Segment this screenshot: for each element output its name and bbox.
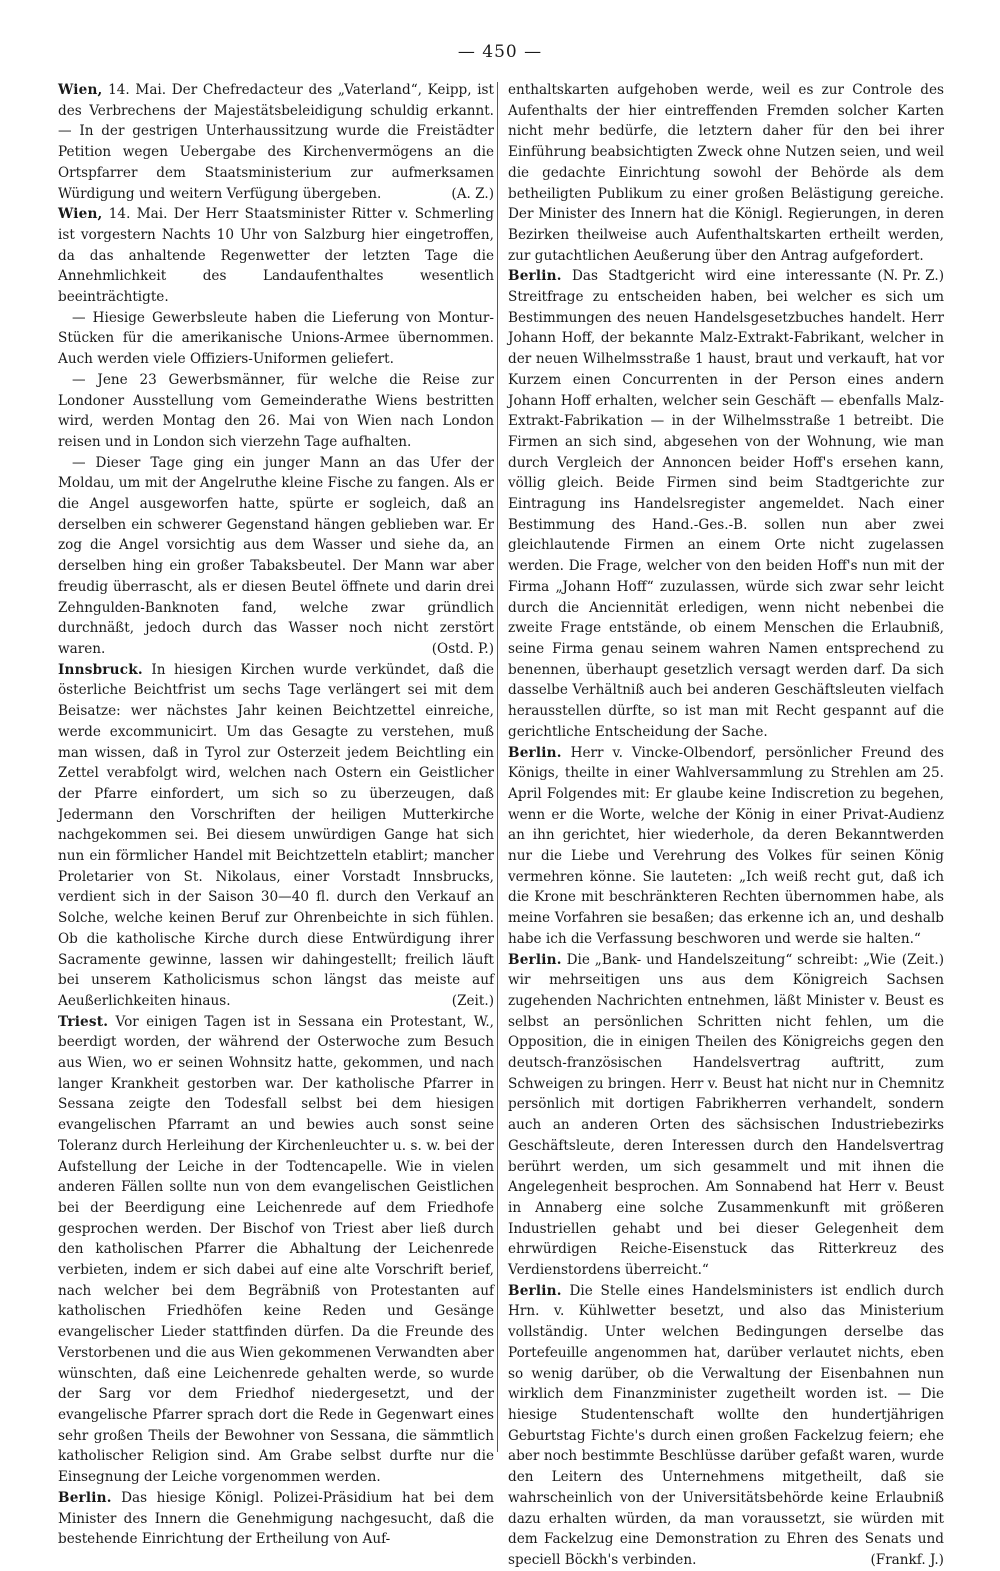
- article-berlin-1: [58, 1488, 494, 1550]
- article-place: Innsbruck.: [58, 661, 143, 678]
- article-text: Vor einigen Tagen ist in Sessana ein Protestant, W., beerdigt worden, der während der Osterwoche zum Besuch aus Wien, wo er seinen Wohnsitz hatte, gekommen, und nach langer Krankheit gestorben war. Der katholische Pfarrer in Sessana zeigte den Todesfall selbst bei dem hiesigen evangelischen Pfarramt an und bewies auch sonst seine Toleranz durch Herleihung der Kirchenleuchter u. s. w. bei der Aufstellung der Leiche in der Todtencapelle. Wie in vielen anderen Fällen sollte nun von dem evangelischen Geistlichen bei der Beerdigung eine Leichenrede auf dem Friedhofe gesprochen werden. Der Bischof von Triest aber ließ durch den katholischen Pfarrer die Abhaltung der Leichenrede verbieten, indem er sich dabei auf eine alte Vorschrift berief, nach welcher bei dem Begräbniß von Protestanten auf katholischen Friedhöfen keine Reden und Gesänge evangelischer Lieder stattfinden dürfen. Da die Freunde des Verstorbenen und die aus Wien gekommenen Verwandten aber wünschten, daß eine Leichenrede gehalten werde, so wurde der Sarg vor dem Friedhof niedergesetzt, und der evangelische Pfarrer sprach dort die Rede in Gegenwart eines sehr großen Theils der Bewohner von Sessana, die sämmtlich katholischer Religion sind. Am Grabe selbst durfte nur die Einsegnung der Leiche vorgenommen werden.: [58, 1013, 494, 1486]
- article-place: Wien,: [58, 206, 103, 223]
- article-wien-3: [58, 308, 494, 370]
- article-text: In hiesigen Kirchen wurde verkündet, daß die österliche Beichtfrist um sechs Tage verlängert sei mit dem Beisatze: wer nächstes Jahr keinen Beichtzettel einreiche, werde excommunicirt. Um das Gesagte zu verstehen, muß man wissen, daß in Tyrol zur Osterzeit jedem Beichtling ein Zettel verabfolgt wird, welchen nach Ostern ein Geistlicher der Pfarre einfordert, um sich so zu überzeugen, daß Jedermann den Vorschriften der heiligen Mutterkirche nachgekommen sei. Bei diesem unwürdigen Gange hat sich nun ein förmlicher Handel mit Beichtzetteln etablirt; mancher Proletarier von St. Nikolaus, einer Vorstadt Innsbrucks, verdient sich in der Saison 30—40 fl. durch den Verkauf an Solche, welche keinen Beruf zur Ohrenbeichte in sich fühlen. Ob die katholische Kirche durch diese Entwürdigung ihrer Sacramente gewinne, lassen wir dahingestellt; freilich läuft bei unserem Katholicismus schon längst das meiste auf Aeußerlichkeiten hinaus.: [58, 661, 495, 1009]
- article-innsbruck: [58, 660, 494, 1012]
- article-text: Die „Bank- und Handelszeitung“ schreibt: „Wie wir mehrseitigen uns aus dem Königreich Sachsen zugehenden Nachrichten entnehmen, läßt Minister v. Beust es selbst an persönlichen Schritten nicht fehlen, um die Opposition, die in einigen Theilen des Königreichs gegen den deutsch-französischen Handelsvertrag auftritt, zum Schweigen zu bringen. Herr v. Beust hat nicht nur in Chemnitz persönlich mit dortigen Fabrikherren verhandelt, sondern auch an anderen Orten des sächsischen Industriebezirks Geschäftsleute, deren Interessen durch den Handelsvertrag berührt werden, um sich gesammelt und mit ihnen die Angelegenheit besprochen. Am Sonnabend hat Herr v. Beust in Annaberg eine solche Zusammenkunft mit größeren Industriellen gehabt und bei dieser Gelegenheit dem ehrwürdigen Reiche-Eisenstuck das Ritterkreuz des Verdienstordens überreicht.“: [508, 951, 944, 1279]
- article-wien-2: [58, 204, 494, 308]
- article-text: Das Stadtgericht wird eine interessante Streitfrage zu entscheiden haben, bei welcher es sich um Bestimmungen des neuen Handelsgesetzbuches handelt. Herr Johann Hoff, der bekannte Malz-Extrakt-Fabrikant, welcher in der neuen Wilhelmsstraße 1 haust, braut und verkauft, hat vor Kurzem einen Concurrenten in der Person eines andern Johann Hoff erhalten, welcher sein Geschäft — ebenfalls Malz-Extrakt-Fabrikation — in der Wilhelmsstraße 1 betreibt. Die Firmen an sich sind, abgesehen von der Wohnung, wie man durch Vergleich der Annoncen beider Hoff's ersehen kann, völlig gleich. Beide Firmen sind beim Stadtgerichte zur Eintragung ins Handelsregister angemeldet. Nach einer Bestimmung des Hand.-Ges.-B. sollen nun aber zwei gleichlautende Firmen an einem Orte nicht zugelassen werden. Die Frage, welcher von den beiden Hoff's nun mit der Firma „Johann Hoff“ zuzulassen, würde sich zwar sehr leicht durch die Anciennität erledigen, wenn nicht nebenbei die zweite Frage entstände, ob einem Menschen die Erlaubniß, seine Firma genau seinem wahren Namen entsprechend zu benennen, überhaupt gesetzlich versagt werden darf. Da sich dasselbe Verhältniß auch bei anderen Geschäftsleuten vielfach herausstellen dürfte, so ist man mit Recht gespannt auf die gerichtliche Entscheidung der Sache.: [508, 268, 944, 740]
- article-berlin-3: [508, 743, 944, 968]
- article-wien-5: [58, 453, 494, 660]
- article-place: Berlin.: [58, 1489, 112, 1506]
- article-text: Das hiesige Königl. Polizei-Präsidium hat bei dem Minister des Innern die Genehmigung nachgesucht, daß die bestehende Einrichtung der Ertheilung von Auf-: [58, 1489, 494, 1548]
- article-place: Berlin.: [508, 951, 562, 968]
- article-text: Die Stelle eines Handelsministers ist endlich durch Hrn. v. Kühlwetter besetzt, und also das Ministerium vollständig. Unter welchen Bedingungen derselbe das Portefeuille angenommen hat, darüber verlautet nichts, eben so wenig darüber, ob die Verwaltung der Eisenbahnen nun wirklich dem Finanzminister zugetheilt worden ist. — Die hiesige Studentenschaft wollte den hundertjährigen Geburtstag Fichte's durch einen großen Fackelzug feiern; ehe aber noch bestimmte Beschlüsse darüber gefaßt waren, wurde den Leitern des Unternehmens mitgetheilt, daß sie wahrscheinlich von der Universitätsbehörde keine Erlaubniß dazu erhalten würden, da man voraussetzt, sie würden mit dem Fackelzug eine Demonstration zu Ehren des Senats und speciell Böckh's verbinden.: [508, 1282, 944, 1568]
- article-source: (Zeit.): [451, 992, 494, 1009]
- article-wien-4: [58, 370, 494, 453]
- article-text: 14. Mai. Der Herr Staatsminister Ritter v. Schmerling ist vorgestern Nachts 10 Uhr von Salzburg hier eingetroffen, da das anhaltende Regenwetter der letzten Tage die Annehmlichkeit des Landaufenthaltes wesentlich beeinträchtigte.: [58, 206, 494, 306]
- article-wien-1: [58, 80, 494, 204]
- article-place: Berlin.: [508, 744, 562, 761]
- article-text: — Dieser Tage ging ein junger Mann an das Ufer der Moldau, um mit der Angelruthe kleine Fische zu fangen. Als er die Angel ausgeworfen hatte, spürte er sogleich, daß an derselben ein schwerer Gegenstand hängen geblieben war. Er zog die Angel vorsichtig aus dem Wasser und siehe da, an derselben hing ein großer Tabaksbeutel. Der Mann war aber freudig überrascht, als er diesen Beutel öffnete und darin drei Zehngulden-Banknoten fand, welche zwar gründlich durchnäßt, jedoch durch das Wasser noch nicht zerstört waren.: [58, 454, 494, 657]
- article-place: Berlin.: [508, 268, 562, 285]
- article-text: enthaltskarten aufgehoben werde, weil es zur Controle des Aufenthalts der hier eintreffenden Fremden solcher Karten nicht mehr bedürfe, die letztern daher für den bei ihrer Einführung beabsichtigten Zweck ohne Nutzen seien, und weil die gedachte Einrichtung sowohl der Behörde als dem betheiligten Publikum zu einer großen Belästigung gereiche. Der Minister des Innern hat die Königl. Regierungen, in deren Bezirken theilweise auch Aufenthaltskarten ertheilt werden, zur gutachtlichen Aeußerung über den Antrag aufgefordert.: [508, 82, 944, 264]
- article-text: — Jene 23 Gewerbsmänner, für welche die Reise zur Londoner Ausstellung vom Gemeinderathe Wiens bestritten wird, werden Montag den 26. Mai von Wien nach London reisen und in London sich vierzehn Tage aufhalten.: [58, 371, 494, 450]
- article-source: (Ostd. P.): [431, 640, 494, 657]
- left-column: [58, 80, 494, 1550]
- article-berlin-4: [508, 950, 944, 1281]
- article-source: (Zeit.): [901, 951, 944, 968]
- article-source: (A. Z.): [451, 185, 494, 202]
- article-berlin-2: [508, 266, 944, 742]
- article-text: 14. Mai. Der Chefredacteur des „Vaterland“, Keipp, ist des Verbrechens der Majestätsbeleidigung schuldig erkannt. — In der gestrigen Unterhaussitzung wurde die Freistädter Petition wegen Uebergabe des Kirchenvermögens an die Ortspfarrer dem Staatsministerium zur aufmerksamen Würdigung und weitern Verfügung übergeben.: [58, 82, 494, 202]
- article-place: Triest.: [58, 1013, 109, 1030]
- article-text: — Hiesige Gewerbsleute haben die Lieferung von Montur-Stücken für die amerikanische Unions-Armee übernommen. Auch werden viele Offiziers-Uniformen geliefert.: [58, 309, 494, 368]
- article-berlin-5: [508, 1281, 944, 1571]
- article-place: Berlin.: [508, 1282, 562, 1299]
- article-place: Wien,: [58, 82, 103, 98]
- right-column: [508, 80, 944, 1571]
- article-text: Herr v. Vincke-Olbendorf, persönlicher Freund des Königs, theilte in einer Wahlversammlung zu Strehlen am 25. April Folgendes mit: Er glaube keine Indiscretion zu begehen, wenn er die Worte, welche der König in einer Privat-Audienz an ihn gerichtet, hier wiederhole, da deren Bekanntwerden nur die Liebe und Verehrung des Volkes für seinen König vermehren könne. Sie lauteten: „Ich weiß recht gut, daß ich die Krone mit beschränkteren Rechten übernommen habe, als meine Vorfahren sie besaßen; das erkenne ich an, und deshalb habe ich die Verfassung beschworen und werde sie halten.“: [508, 744, 944, 947]
- article-triest: [58, 1012, 494, 1488]
- article-source: (N. Pr. Z.): [877, 268, 944, 285]
- column-divider: [497, 82, 498, 1452]
- page-number: — 450 —: [457, 42, 543, 62]
- article-source: (Frankf. J.): [870, 1551, 944, 1568]
